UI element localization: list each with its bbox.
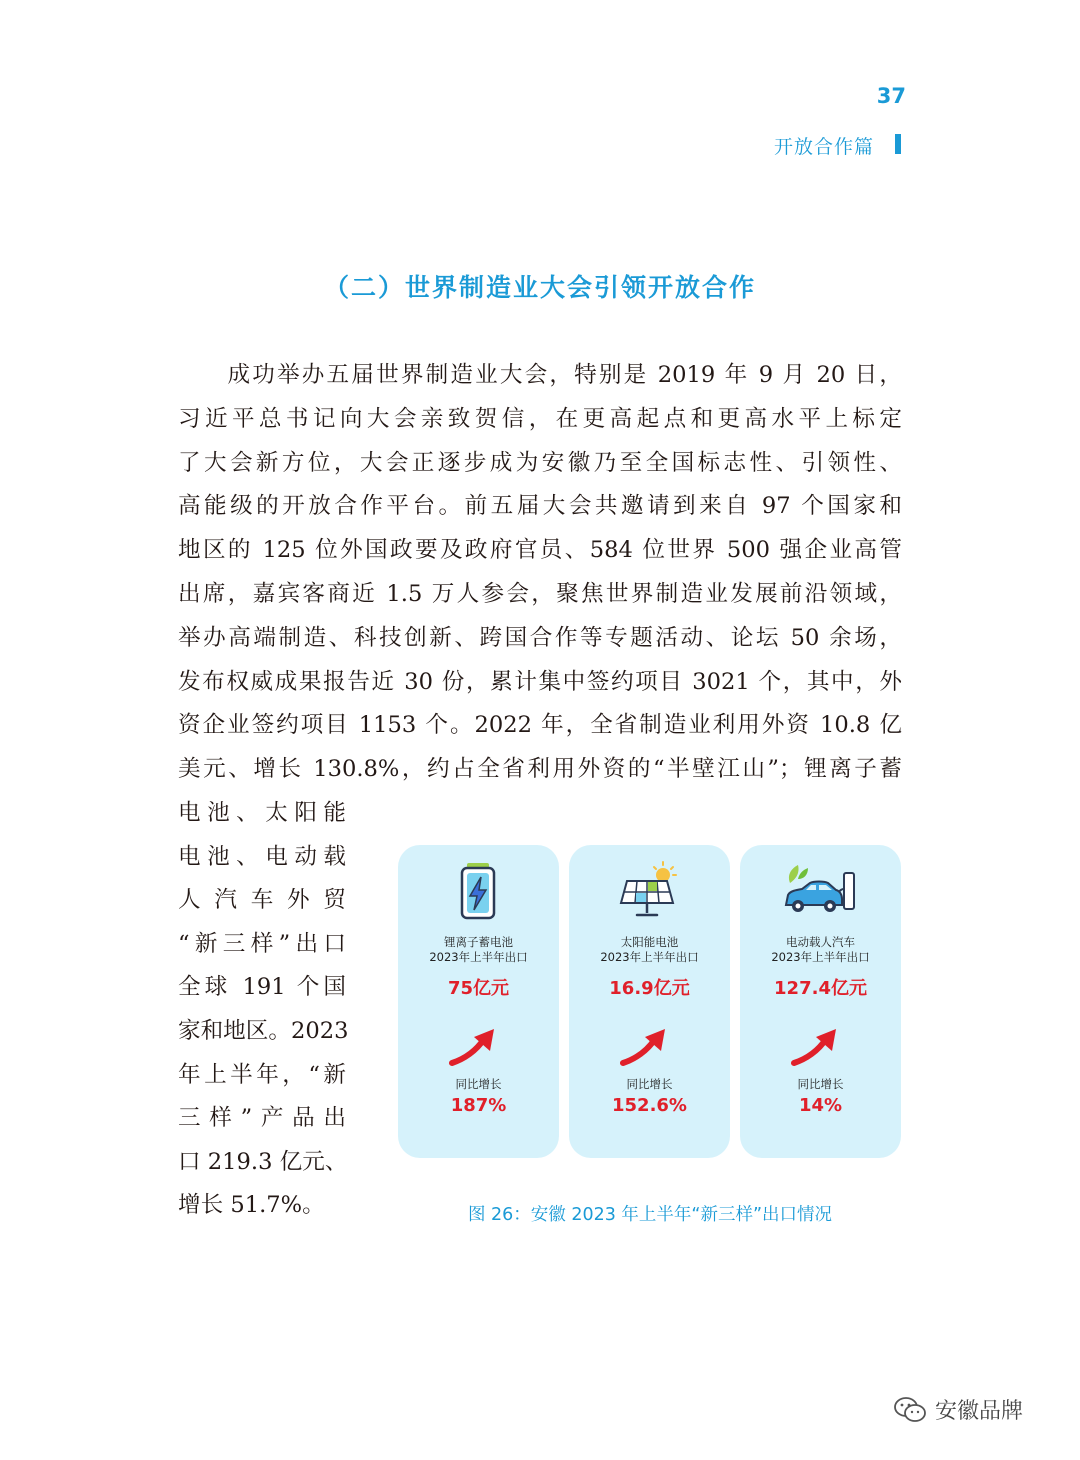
growth-value: 152.6% xyxy=(612,1095,687,1116)
watermark-text: 安徽品牌 xyxy=(935,1399,1024,1424)
export-card-solar xyxy=(569,845,730,1158)
figure-caption: 图 26：安徽 2023 年上半年“新三样”出口情况 xyxy=(467,1205,833,1225)
export-amount: 127.4亿元 xyxy=(774,978,867,999)
body-line: 高能级的开放合作平台。前五届大会共邀请到来自 97 个国家和 xyxy=(178,493,902,520)
export-card-electric-car xyxy=(740,845,901,1158)
wechat-icon xyxy=(893,1396,927,1424)
body-line: 成功举办五届世界制造业大会，特别是 2019 年 9 月 20 日， xyxy=(178,362,902,388)
body-line: 资企业签约项目 1153 个。2022 年，全省制造业利用外资 10.8 亿 xyxy=(178,712,902,739)
body-paragraph xyxy=(178,354,902,792)
growth-label: 同比增长 xyxy=(455,1077,502,1091)
section-title: 开放合作篇 xyxy=(773,136,874,158)
export-period: 2023年上半年出口 xyxy=(600,950,699,964)
side-line: 电池、太阳能 xyxy=(178,800,346,826)
body-line: 发布权威成果报告近 30 份，累计集中签约项目 3021 个，其中，外 xyxy=(178,668,902,695)
body-line: 了大会新方位，大会正逐步成为安徽乃至全国标志性、引领性、 xyxy=(178,449,902,476)
side-paragraph xyxy=(178,792,349,1228)
side-line: 年上半年，“新 xyxy=(178,1061,346,1088)
export-period: 2023年上半年出口 xyxy=(429,950,528,964)
growth-label: 同比增长 xyxy=(797,1077,844,1091)
side-line: 人汽车外贸 xyxy=(178,887,346,914)
growth-value: 14% xyxy=(798,1095,843,1116)
product-name: 太阳能电池 xyxy=(620,935,679,949)
export-card-battery xyxy=(398,845,559,1158)
export-amount: 75亿元 xyxy=(447,978,510,999)
body-line: 地区的 125 位外国政要及政府官员、584 位世界 500 强企业高管 xyxy=(178,537,902,564)
growth-label: 同比增长 xyxy=(626,1077,673,1091)
side-line: 三样”产品出 xyxy=(178,1105,346,1132)
growth-arrow-icon xyxy=(790,1025,842,1067)
side-line: “新三样”出口 xyxy=(178,930,346,957)
product-name: 电动载人汽车 xyxy=(786,935,855,949)
section-heading: （二）世界制造业大会引领开放合作 xyxy=(323,273,756,302)
side-line: 增长 51.7%。 xyxy=(178,1192,325,1219)
growth-value: 187% xyxy=(450,1095,507,1116)
export-amount: 16.9亿元 xyxy=(609,978,690,999)
body-line: 美元、增长 130.8%，约占全省利用外资的“半壁江山”；锂离子蓄 xyxy=(178,756,902,783)
body-line: 习近平总书记向大会亲致贺信，在更高起点和更高水平上标定 xyxy=(178,405,902,432)
electric-car-icon xyxy=(780,859,860,921)
page-number: 37 xyxy=(876,84,906,108)
side-line: 家和地区。2023 xyxy=(178,1017,349,1044)
side-line: 电池、电动载 xyxy=(178,843,346,870)
solar-panel-icon xyxy=(609,859,689,921)
body-line: 举办高端制造、科技创新、跨国合作等专题活动、论坛 50 余场， xyxy=(178,624,902,651)
export-figure xyxy=(398,845,902,1158)
battery-icon xyxy=(438,859,518,921)
watermark xyxy=(893,1394,1023,1425)
side-line: 全球 191 个国 xyxy=(178,974,346,1001)
side-line: 口 219.3 亿元、 xyxy=(178,1148,348,1175)
product-name: 锂离子蓄电池 xyxy=(444,935,513,949)
section-marker-bar xyxy=(895,134,901,154)
growth-arrow-icon xyxy=(448,1025,500,1067)
growth-arrow-icon xyxy=(619,1025,671,1067)
body-line: 出席，嘉宾客商近 1.5 万人参会，聚焦世界制造业发展前沿领域， xyxy=(178,580,902,607)
export-period: 2023年上半年出口 xyxy=(771,950,870,964)
